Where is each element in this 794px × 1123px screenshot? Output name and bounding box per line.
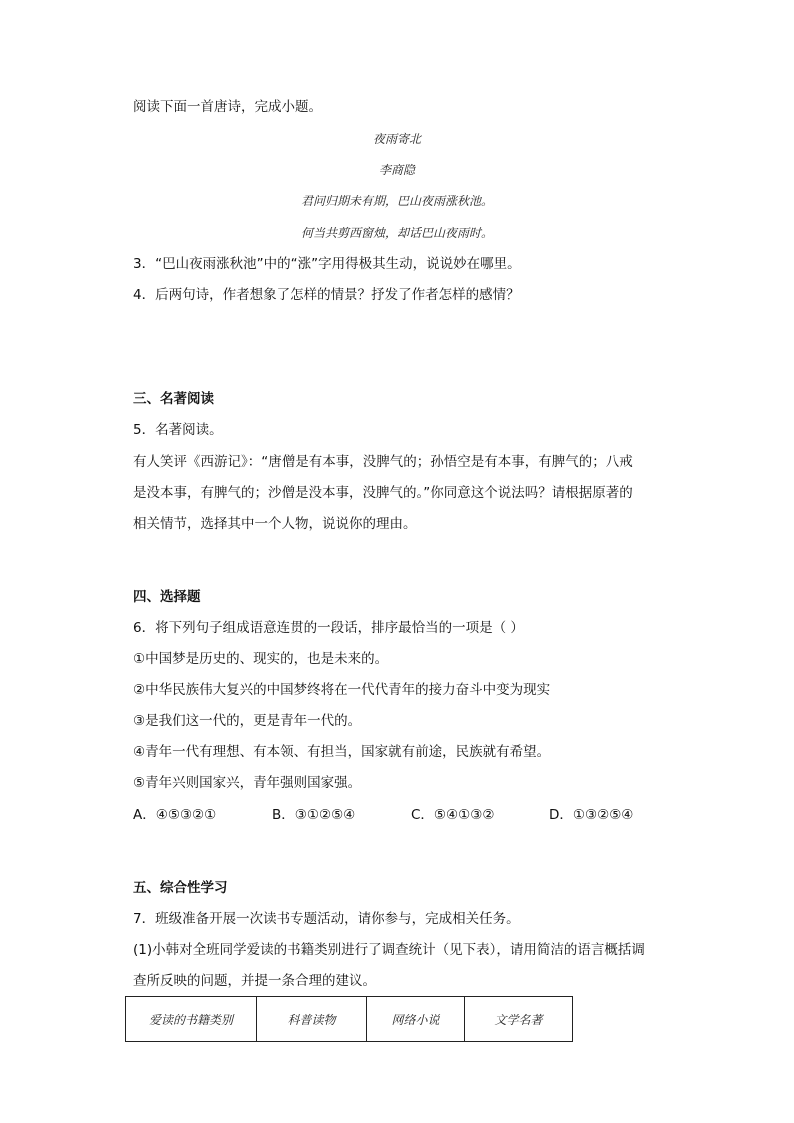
sentence-5: ⑤青年兴则国家兴，青年强则国家强。 <box>133 775 362 791</box>
section-3-heading: 三、名著阅读 <box>133 391 214 407</box>
section-5-heading: 五、综合性学习 <box>133 880 228 896</box>
sentence-2: ②中华民族伟大复兴的中国梦终将在一代代青年的接力奋斗中变为现实 <box>133 682 551 698</box>
poem-author: 李商隐 <box>378 163 415 177</box>
table-header-cell: 文学名著 <box>465 997 573 1042</box>
sentence-4: ④青年一代有理想、有本领、有担当，国家就有前途，民族就有希望。 <box>133 744 551 760</box>
table-header-cell: 网络小说 <box>367 997 465 1042</box>
option-b: B．③①②⑤④ <box>272 807 356 823</box>
question-5-paragraph-line-1: 有人笑评《西游记》：“唐僧是有本事，没脾气的；孙悟空是有本事，有脾气的；八戒 <box>133 454 633 470</box>
question-5: 5．名著阅读。 <box>133 422 223 438</box>
poem-title: 夜雨寄北 <box>372 132 421 146</box>
intro-text: 阅读下面一首唐诗，完成小题。 <box>133 99 322 115</box>
section-4-heading: 四、选择题 <box>133 589 201 605</box>
sentence-3: ③是我们这一代的，更是青年一代的。 <box>133 713 362 729</box>
option-d: D．①③②⑤④ <box>549 807 634 823</box>
question-6: 6．将下列句子组成语意连贯的一段话，排序最恰当的一项是（ ） <box>133 620 524 636</box>
option-c: C．⑤④①③② <box>411 807 495 823</box>
question-5-paragraph-line-2: 是没本事，有脾气的；沙僧是没本事，没脾气的。”你同意这个说法吗？请根据原著的 <box>133 485 633 501</box>
table-row <box>126 997 573 1042</box>
question-7: 7．班级准备开展一次读书专题活动，请你参与，完成相关任务。 <box>133 911 520 927</box>
question-5-paragraph-line-3: 相关情节，选择其中一个人物，说说你的理由。 <box>133 516 417 532</box>
option-a: A．④⑤③②① <box>133 807 217 823</box>
question-4: 4．后两句诗，作者想象了怎样的情景？抒发了作者怎样的感情？ <box>133 287 520 303</box>
poem-line-2: 何当共剪西窗烛，却话巴山夜雨时。 <box>300 226 493 240</box>
survey-table <box>125 996 573 1042</box>
poem-line-1: 君问归期未有期，巴山夜雨涨秋池。 <box>300 194 493 208</box>
table-header-cell: 科普读物 <box>257 997 367 1042</box>
sentence-1: ①中国梦是历史的、现实的，也是未来的。 <box>133 651 389 667</box>
question-7-sub-1-line-2: 查所反映的问题，并提一条合理的建议。 <box>133 973 376 989</box>
question-7-sub-1-line-1: (1)小韩对全班同学爱读的书籍类别进行了调查统计（见下表），请用简洁的语言概括调 <box>133 942 645 958</box>
question-3: 3．“巴山夜雨涨秋池”中的“涨”字用得极其生动，说说妙在哪里。 <box>133 256 521 272</box>
table-header-cell: 爱读的书籍类别 <box>126 997 257 1042</box>
